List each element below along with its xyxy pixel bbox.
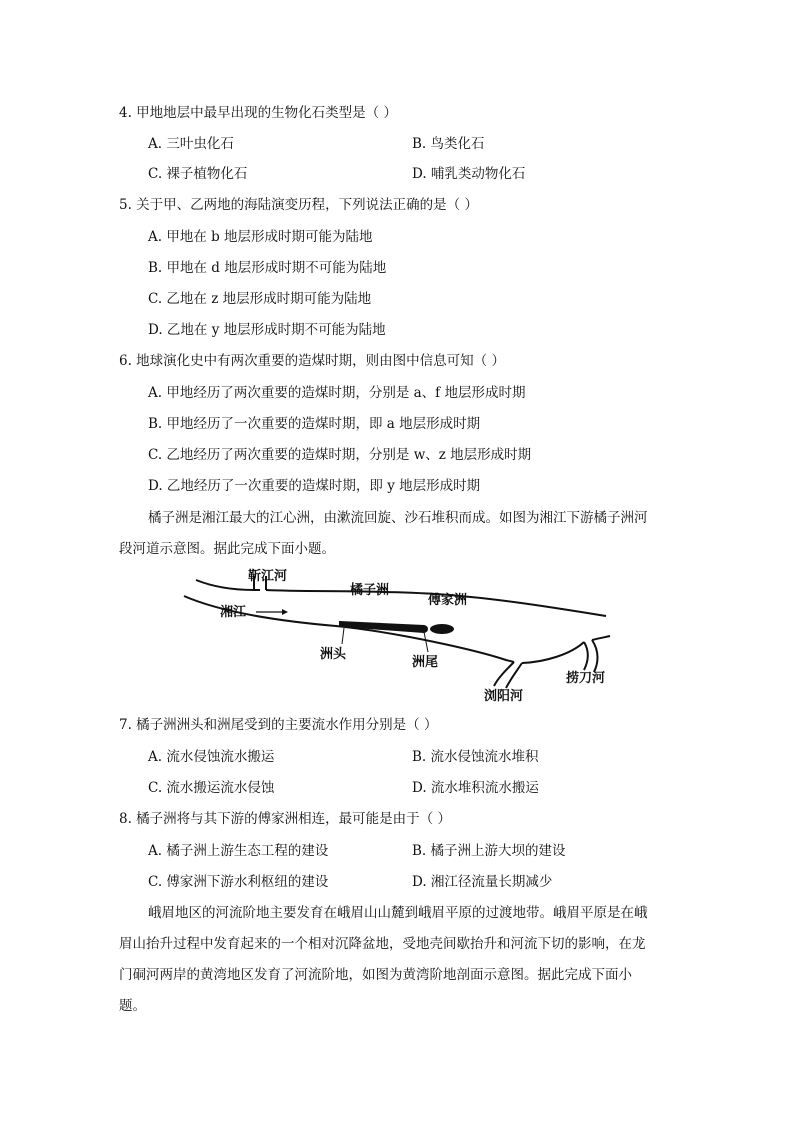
- q4-option-d: D. 哺乳类动物化石: [412, 166, 526, 182]
- q7-option-a: A. 流水侵蚀流水搬运: [148, 749, 275, 765]
- label-juzizhou: 橘子洲: [350, 583, 390, 598]
- flow-arrow-head: [282, 609, 288, 615]
- question-7-stem: 7. 橘子洲洲头和洲尾受到的主要流水作用分别是（ ）: [119, 717, 438, 733]
- label-fujiazhou: 傅家洲: [428, 593, 468, 608]
- q6-option-a: A. 甲地经历了两次重要的造煤时期，分别是 a、f 地层形成时期: [148, 385, 526, 401]
- q8-option-a: A. 橘子洲上游生态工程的建设: [148, 843, 329, 859]
- xiangjiang-river-map: [176, 566, 620, 706]
- q8-option-c: C. 傅家洲下游水利枢纽的建设: [148, 874, 329, 890]
- question-6-stem: 6. 地球演化史中有两次重要的造煤时期，则由图中信息可知（ ）: [119, 353, 505, 369]
- label-zhouwei: 洲尾: [412, 655, 439, 670]
- passage-2-line-2: 眉山抬升过程中发育起来的一个相对沉降盆地，受地壳间歇抬升和河流下切的影响，在龙: [119, 936, 646, 952]
- leader-zhouwei: [424, 632, 428, 652]
- q7-option-c: C. 流水搬运流水侵蚀: [148, 780, 275, 796]
- q6-option-c: C. 乙地经历了两次重要的造煤时期，分别是 w、z 地层形成时期: [148, 447, 532, 463]
- q4-option-c: C. 裸子植物化石: [148, 166, 248, 182]
- label-xiangjiang: 湘江: [220, 605, 247, 620]
- q6-option-d: D. 乙地经历了一次重要的造煤时期，即 y 地层形成时期: [148, 478, 481, 494]
- question-4-stem: 4. 甲地地层中最早出现的生物化石类型是（ ）: [119, 105, 397, 121]
- q6-option-b: B. 甲地经历了一次重要的造煤时期，即 a 地层形成时期: [148, 416, 481, 432]
- question-8-stem: 8. 橘子洲将与其下游的傅家洲相连，最可能是由于（ ）: [119, 811, 451, 827]
- liuyang-tributary: [494, 662, 522, 688]
- label-zhoutou: 洲头: [320, 647, 347, 662]
- fujiazhou-island: [430, 624, 454, 634]
- passage-2-line-3: 门硐河两岸的黄湾地区发育了河流阶地，如图为黄湾阶地剖面示意图。据此完成下面小: [119, 967, 632, 983]
- q5-option-c: C. 乙地在 z 地层形成时期可能为陆地: [148, 291, 372, 307]
- label-liuyang: 浏阳河: [484, 689, 524, 704]
- leader-zhoutou: [342, 628, 344, 644]
- q4-option-b: B. 鸟类化石: [412, 136, 485, 152]
- laodao-tributary: [584, 640, 598, 672]
- juzizhou-island: [340, 622, 427, 632]
- q7-option-b: B. 流水侵蚀流水堆积: [412, 749, 539, 765]
- q5-option-b: B. 甲地在 d 地层形成时期不可能为陆地: [148, 260, 387, 276]
- q5-option-d: D. 乙地在 y 地层形成时期不可能为陆地: [148, 322, 386, 338]
- passage-1-line-1: 橘子洲是湘江最大的江心洲，由漱流回旋、沙石堆积而成。如图为湘江下游橘子洲河: [148, 510, 648, 526]
- passage-2-line-4: 题。: [119, 998, 146, 1014]
- passage-2-line-1: 峨眉地区的河流阶地主要发育在峨眉山山麓到峨眉平原的过渡地带。峨眉平原是在峨: [148, 905, 648, 921]
- label-laodao: 捞刀河: [566, 671, 606, 686]
- label-jinjiang: 靳江河: [248, 569, 288, 584]
- q5-option-a: A. 甲地在 b 地层形成时期可能为陆地: [148, 229, 373, 245]
- q7-option-d: D. 流水堆积流水搬运: [412, 780, 539, 796]
- q8-option-d: D. 湘江径流量长期减少: [412, 874, 553, 890]
- q4-option-a: A. 三叶虫化石: [148, 136, 234, 152]
- passage-1-line-2: 段河道示意图。据此完成下面小题。: [119, 541, 335, 557]
- river-upper-bank: [196, 580, 606, 616]
- question-5-stem: 5. 关于甲、乙两地的海陆演变历程，下列说法正确的是（ ）: [119, 197, 478, 213]
- q8-option-b: B. 橘子洲上游大坝的建设: [412, 843, 566, 859]
